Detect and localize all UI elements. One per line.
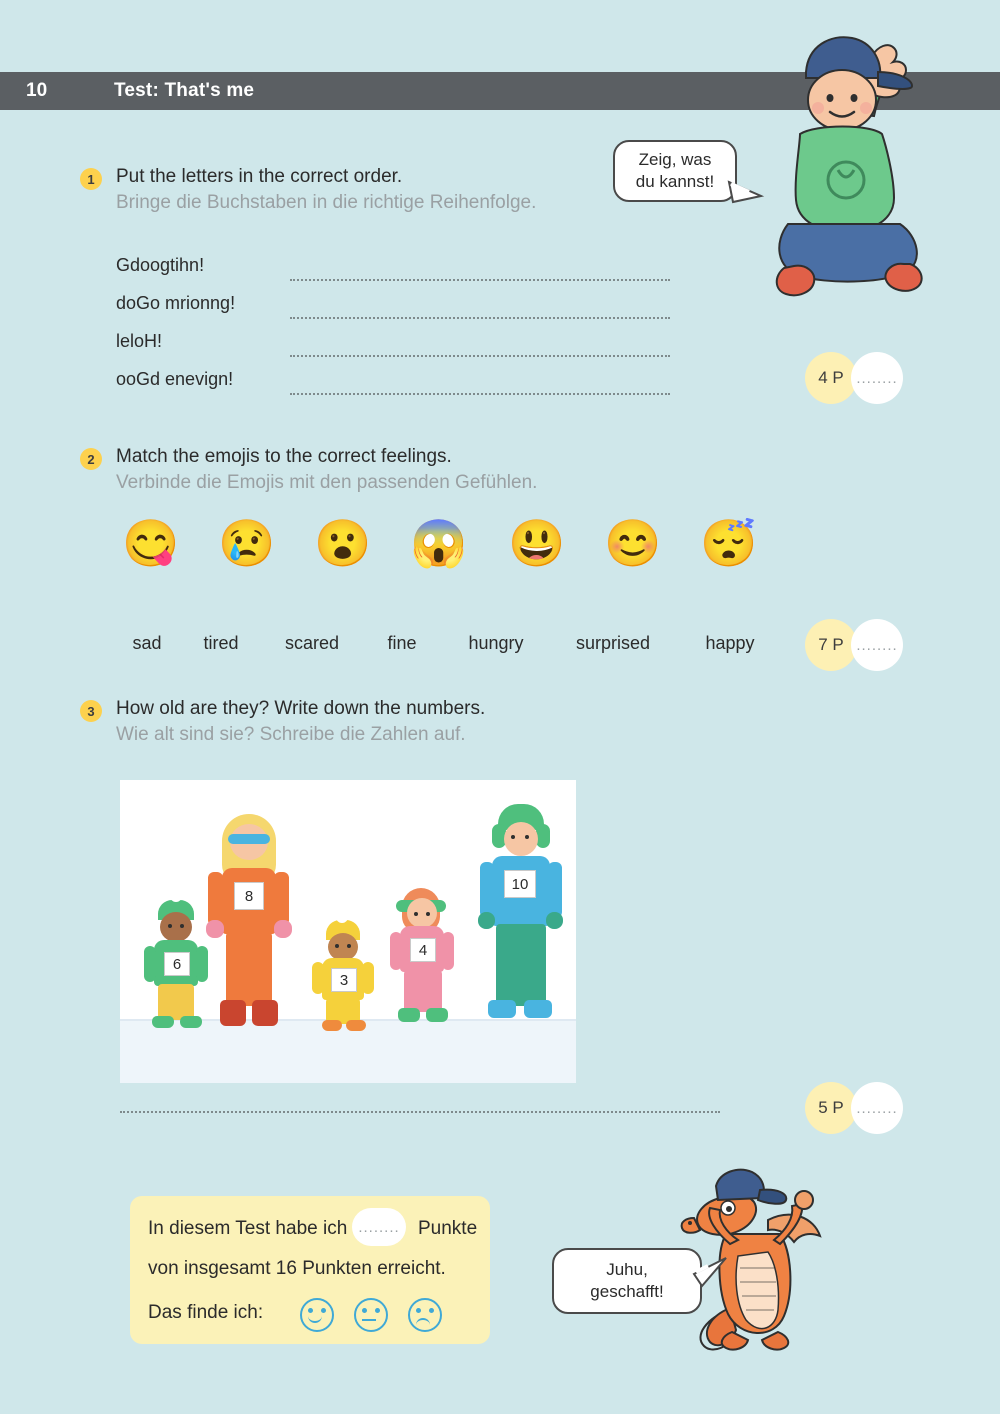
summary-line-2: von insgesamt 16 Punkten erreicht.: [148, 1258, 446, 1279]
feeling-word-scared[interactable]: scared: [284, 633, 340, 653]
exercise-3-points-input[interactable]: ........: [851, 1082, 903, 1134]
exercise-1-points-max: 4 P: [805, 352, 857, 404]
exercise-2-instruction-en: Match the emojis to the correct feelings.: [116, 446, 452, 467]
boy-bubble-tail: [727, 178, 767, 208]
kid-5-boot-right: [524, 1000, 552, 1018]
feeling-word-tired[interactable]: tired: [203, 633, 239, 653]
feeling-word-fine[interactable]: fine: [387, 633, 417, 653]
kid-5-arm-left: [480, 862, 494, 918]
kid-2-sunglasses: [228, 834, 270, 844]
kid-5-trousers: [496, 924, 546, 1006]
exercise-1-instruction-en: Put the letters in the correct order.: [116, 166, 403, 187]
boy-bubble-line-1: Zeig, was: [638, 149, 712, 169]
sleeping-emoji[interactable]: 😴: [700, 517, 758, 569]
boy-illustration: [760, 28, 940, 328]
boy-svg: [760, 28, 940, 328]
kid-4-head: [407, 898, 437, 928]
kid-1-arm-left: [144, 946, 156, 982]
summary-box: [130, 1196, 490, 1344]
scramble-word-1: Gdoogtihn!: [116, 255, 205, 275]
exercise-1-number: 1: [80, 168, 102, 190]
exercise-1-points-input[interactable]: ........: [851, 352, 903, 404]
kid-4-arm-left: [390, 932, 402, 970]
kid-3-pompom: [336, 911, 348, 923]
surprised-emoji[interactable]: 😮: [314, 517, 372, 569]
kid-3-arm-right: [362, 962, 374, 994]
kid-3-boot-right: [346, 1020, 366, 1031]
answer-line-3[interactable]: [290, 354, 670, 357]
kid-4: [388, 884, 454, 1032]
dragon-bubble-tail: [692, 1256, 736, 1290]
kid-3-boot-left: [322, 1020, 342, 1031]
kid-4-boot-left: [398, 1008, 420, 1022]
kid-1-head: [160, 912, 192, 942]
crying-emoji[interactable]: 😢: [218, 517, 276, 569]
kid-4-bib: 4: [410, 938, 436, 962]
exercise-2-points-max: 7 P: [805, 619, 857, 671]
feeling-word-happy[interactable]: happy: [705, 633, 755, 653]
kid-2-bib: 8: [234, 882, 264, 910]
exercise-2-points: [805, 619, 903, 671]
kid-1-pompom: [170, 890, 182, 902]
exercise-3-points-max: 5 P: [805, 1082, 857, 1134]
smiling-emoji[interactable]: 😊: [604, 517, 662, 569]
kid-5-earflap-right: [536, 824, 550, 848]
kid-2-trousers: [226, 932, 272, 1006]
answer-line-1[interactable]: [290, 278, 670, 281]
kid-5-arm-right: [548, 862, 562, 918]
kid-2: [208, 808, 292, 1033]
kid-5-head: [504, 822, 538, 856]
kid-1-arm-right: [196, 946, 208, 982]
exercise-2-instruction-de: Verbinde die Emojis mit den passenden Gefühlen.: [116, 472, 538, 493]
summary-line-3: Das finde ich:: [148, 1302, 264, 1323]
kid-5-mitten-left: [478, 912, 495, 929]
kid-2-arm-right: [274, 872, 289, 926]
kid-5: [480, 804, 562, 1036]
winter-kids-illustration: [120, 780, 576, 1083]
kid-5-mitten-right: [546, 912, 563, 929]
exercise-3-number: 3: [80, 700, 102, 722]
page-number: 10: [26, 80, 48, 101]
exercise-2-points-input[interactable]: ........: [851, 619, 903, 671]
feeling-word-hungry[interactable]: hungry: [468, 633, 524, 653]
exercise-1-instruction-de: Bringe die Buchstaben in die richtige Reihenfolge.: [116, 192, 537, 213]
answer-line-2[interactable]: [290, 316, 670, 319]
answer-line-4[interactable]: [290, 392, 670, 395]
kid-1-bib: 6: [164, 952, 190, 976]
scramble-word-3: leloH!: [116, 331, 163, 351]
exercise-2-number: 2: [80, 448, 102, 470]
dragon-bubble-line-1: Juhu,: [606, 1259, 648, 1279]
page-title: Test: That's me: [114, 80, 255, 101]
exercise-3-instruction-en: How old are they? Write down the numbers.: [116, 698, 486, 719]
kid-1-boot-right: [180, 1016, 202, 1028]
exercise-1-points: [805, 352, 903, 404]
exercise-3-answer-line[interactable]: [120, 1110, 720, 1113]
summary-line-1-part-a: In diesem Test habe ich: [148, 1218, 348, 1239]
feeling-word-surprised[interactable]: surprised: [575, 633, 651, 653]
summary-points-input[interactable]: ........: [352, 1208, 406, 1246]
grinning-emoji[interactable]: 😃: [508, 517, 566, 569]
exercise-3-instruction-de: Wie alt sind sie? Schreibe die Zahlen auf.: [116, 724, 466, 745]
scramble-word-4: ooGd enevign!: [116, 369, 234, 389]
kid-2-mitten-left: [206, 920, 224, 938]
kid-1-boot-left: [152, 1016, 174, 1028]
kid-5-boot-left: [488, 1000, 516, 1018]
kid-2-boot-right: [252, 1000, 278, 1026]
boy-bubble-line-2: du kannst!: [635, 172, 715, 191]
sad-face-icon[interactable]: [408, 1298, 442, 1332]
dragon-bubble-line-2: geschafft!: [590, 1282, 664, 1301]
kid-3-head: [328, 933, 358, 961]
kid-3-arm-left: [312, 962, 324, 994]
kid-1-trousers: [158, 984, 194, 1020]
tongue-emoji[interactable]: 😋: [122, 517, 180, 569]
kid-2-arm-left: [208, 872, 223, 926]
kid-4-trousers: [404, 970, 442, 1012]
kid-4-arm-right: [442, 932, 454, 970]
scramble-word-2: doGo mrionng!: [116, 293, 236, 313]
summary-line-1-part-b: Punkte: [418, 1218, 478, 1239]
happy-face-icon[interactable]: [300, 1298, 334, 1332]
kid-3-bib: 3: [331, 968, 357, 992]
kid-5-bib: 10: [504, 870, 536, 898]
kid-3: [312, 920, 376, 1032]
neutral-face-icon[interactable]: [354, 1298, 388, 1332]
dragon-speech-bubble: [552, 1248, 702, 1314]
exercise-3-points: [805, 1082, 903, 1134]
kid-2-boot-left: [220, 1000, 246, 1026]
feeling-word-sad[interactable]: sad: [132, 633, 162, 653]
screaming-emoji[interactable]: 😱: [410, 517, 468, 569]
kid-2-mitten-right: [274, 920, 292, 938]
boy-speech-bubble: [613, 140, 737, 202]
kid-4-boot-right: [426, 1008, 448, 1022]
kid-1: [142, 900, 212, 1030]
